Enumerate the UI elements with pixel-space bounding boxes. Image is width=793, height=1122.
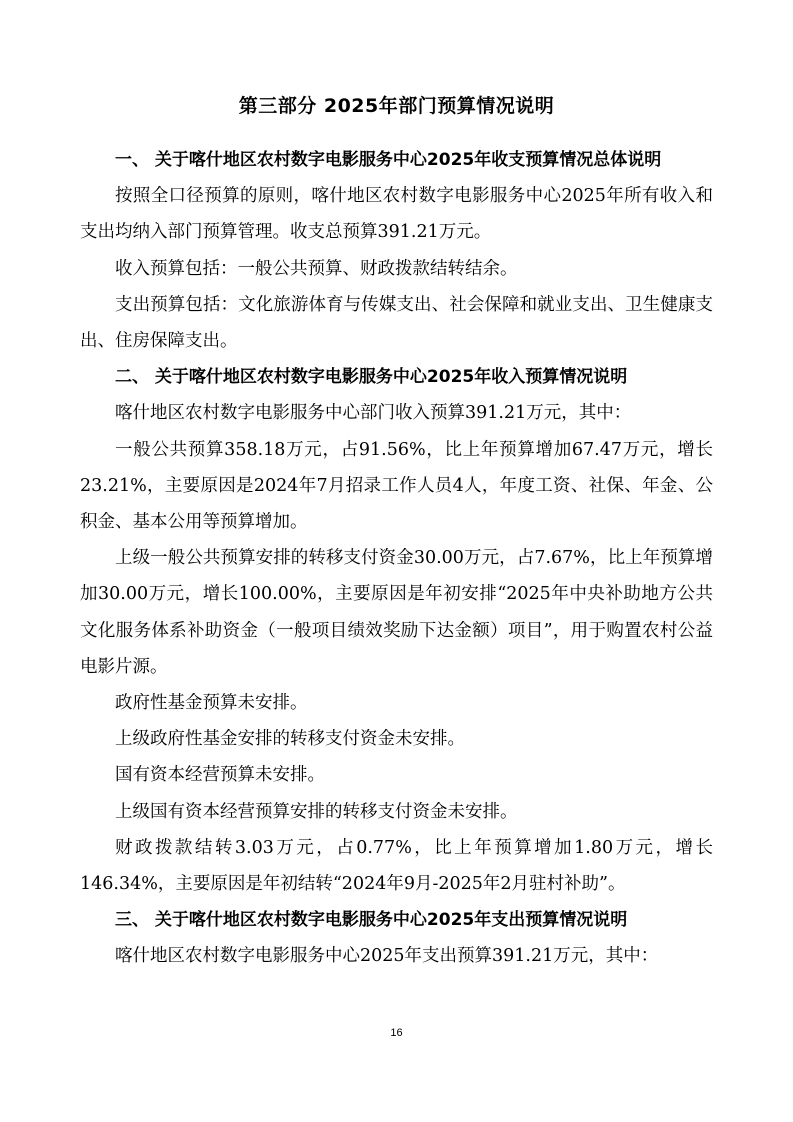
section-heading-3: 三、 关于喀什地区农村数字电影服务中心2025年支出预算情况说明 [115,910,628,931]
section-heading-1: 一、 关于喀什地区农村数字电影服务中心2025年收支预算情况总体说明 [115,150,662,170]
paragraph: 支出预算包括：文化旅游体育与传媒支出、社会保障和就业支出、卫生健康支出、住房保障支出。 [80,294,713,352]
paragraph: 一般公共预算358.18万元，占91.56%，比上年预算增加67.47万元，增长23.21%，主要原因是2024年7月招录工作人员4人，年度工资、社保、年金、公积金、基本公用等预算增加。 [80,439,713,533]
paragraph: 喀什地区农村数字电影服务中心部门收入预算391.21万元，其中： [115,403,632,424]
document-body [80,142,713,975]
paragraph: 上级一般公共预算安排的转移支付资金30.00万元，占7.67%，比上年预算增加30.00万元，增长100.00%，主要原因是年初安排“2025年中央补助地方公共文化服务体系补助资金（一般项目绩效奖励下达金额）项目”，用于购置农村公益电影片源。 [80,548,713,677]
paragraph: 按照全口径预算的原则，喀什地区农村数字电影服务中心2025年所有收入和支出均纳入部门预算管理。收支总预算391.21万元。 [80,186,713,243]
paragraph: 收入预算包括：一般公共预算、财政拨款结转结余。 [115,258,518,279]
paragraph: 国有资本经营预算未安排。 [115,765,325,786]
page-number: 16 [390,1027,403,1039]
paragraph: 上级国有资本经营预算安排的转移支付资金未安排。 [115,801,518,822]
page-title: 第三部分 2025年部门预算情况说明 [238,95,555,117]
paragraph: 喀什地区农村数字电影服务中心2025年支出预算391.21万元，其中： [115,946,659,967]
paragraph: 政府性基金预算未安排。 [115,693,308,714]
paragraph: 财政拨款结转3.03万元，占0.77%，比上年预算增加1.80万元，增长146.34%，主要原因是年初结转“2024年9月-2025年2月驻村补助”。 [80,837,713,895]
paragraph: 上级政府性基金安排的转移支付资金未安排。 [115,729,465,750]
section-heading-2: 二、 关于喀什地区农村数字电影服务中心2025年收入预算情况说明 [115,367,628,388]
